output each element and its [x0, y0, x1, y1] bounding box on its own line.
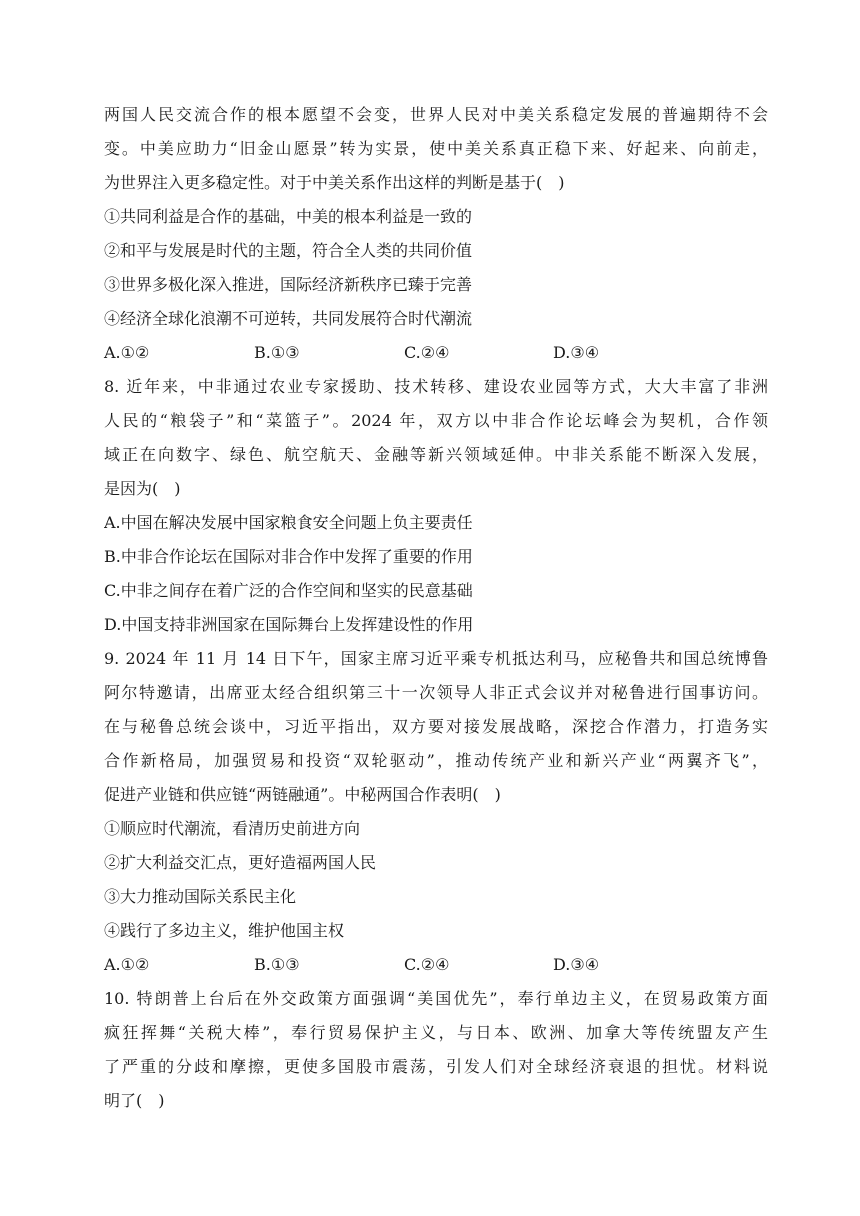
question-8-stem-line: 域正在向数字、绿色、航空航天、金融等新兴领域延伸。中非关系能不断深入发展，	[104, 445, 768, 464]
question-7	[104, 98, 768, 370]
option-a: A.①②	[104, 955, 150, 974]
question-9-stem-line: 合作新格局，加强贸易和投资“双轮驱动”，推动传统产业和新兴产业“两翼齐飞”，	[104, 751, 768, 770]
question-7-item: ②和平与发展是时代的主题，符合全人类的共同价值	[104, 241, 473, 260]
question-9-stem-line: 阿尔特邀请，出席亚太经合组织第三十一次领导人非正式会议并对秘鲁进行国事访问。	[104, 683, 768, 702]
question-7-stem-line: 两国人民交流合作的根本愿望不会变，世界人民对中美关系稳定发展的普遍期待不会	[104, 105, 768, 124]
question-8-option: D.中国支持非洲国家在国际舞台上发挥建设性的作用	[104, 615, 474, 634]
question-7-options	[104, 336, 768, 370]
question-10-stem-line: 了严重的分歧和摩擦，更使多国股市震荡，引发人们对全球经济衰退的担忧。材料说	[104, 1057, 768, 1076]
question-9-stem-line: 在与秘鲁总统会谈中，习近平指出，双方要对接发展战略，深挖合作潜力，打造务实	[104, 717, 768, 736]
option-d: D.③④	[553, 343, 600, 362]
question-8-option: B.中非合作论坛在国际对非合作中发挥了重要的作用	[104, 547, 473, 566]
question-8-stem-line: 是因为( )	[104, 479, 181, 498]
question-10	[104, 982, 768, 1118]
question-7-item: ①共同利益是合作的基础，中美的根本利益是一致的	[104, 207, 473, 226]
question-9-stem-line: 促进产业链和供应链“两链融通”。中秘两国合作表明( )	[104, 785, 501, 804]
question-7-item: ④经济全球化浪潮不可逆转，共同发展符合时代潮流	[104, 309, 473, 328]
option-b: B.①③	[254, 343, 300, 362]
question-8-option: A.中国在解决发展中国家粮食安全问题上负主要责任	[104, 513, 473, 532]
question-7-stem-line: 为世界注入更多稳定性。对于中美关系作出这样的判断是基于( )	[104, 173, 565, 192]
question-8-option: C.中非之间存在着广泛的合作空间和坚实的民意基础	[104, 581, 473, 600]
option-a: A.①②	[104, 343, 150, 362]
question-8-stem-line: 8. 近年来，中非通过农业专家援助、技术转移、建设农业园等方式，大大丰富了非洲	[104, 377, 768, 396]
option-c: C.②④	[404, 343, 450, 362]
question-9-item: ③大力推动国际关系民主化	[104, 887, 297, 906]
question-9-item: ①顺应时代潮流，看清历史前进方向	[104, 819, 361, 838]
question-9-options	[104, 948, 768, 982]
question-10-stem-line: 明了( )	[104, 1091, 165, 1110]
question-9-stem-line: 9. 2024 年 11 月 14 日下午，国家主席习近平乘专机抵达利马，应秘鲁共和国总统博鲁	[104, 649, 768, 668]
question-8-stem-line: 人民的“粮袋子”和“菜篮子”。2024 年，双方以中非合作论坛峰会为契机，合作领	[104, 411, 768, 430]
question-9-item: ④践行了多边主义，维护他国主权	[104, 921, 345, 940]
question-7-item: ③世界多极化深入推进，国际经济新秩序已臻于完善	[104, 275, 473, 294]
exam-page	[104, 98, 768, 1118]
question-9	[104, 642, 768, 982]
question-7-stem-line: 变。中美应助力“旧金山愿景”转为实景，使中美关系真正稳下来、好起来、向前走，	[104, 139, 768, 158]
option-b: B.①③	[254, 955, 300, 974]
question-10-stem-line: 10. 特朗普上台后在外交政策方面强调“美国优先”，奉行单边主义，在贸易政策方面	[104, 989, 768, 1008]
question-8	[104, 370, 768, 642]
question-9-item: ②扩大利益交汇点，更好造福两国人民	[104, 853, 377, 872]
question-10-stem-line: 疯狂挥舞“关税大棒”，奉行贸易保护主义，与日本、欧洲、加拿大等传统盟友产生	[104, 1023, 768, 1042]
option-d: D.③④	[553, 955, 600, 974]
option-c: C.②④	[404, 955, 450, 974]
